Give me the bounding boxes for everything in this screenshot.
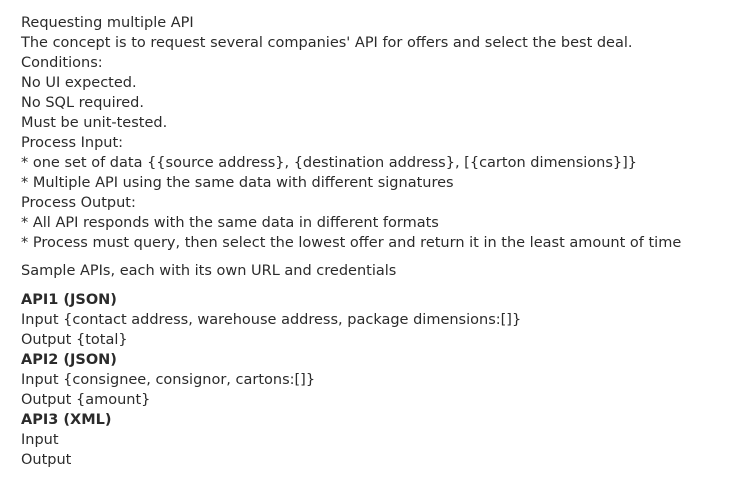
api-input: Input <box>21 432 59 448</box>
api-title: API1 (JSON) <box>21 292 117 308</box>
process-input-heading: Process Input: <box>21 135 124 151</box>
api-output: Output {total} <box>21 332 128 348</box>
api-title: API3 (XML) <box>21 412 112 428</box>
process-output-item: * Process must query, then select the lowest offer and return it in the least amount of time <box>21 235 682 251</box>
process-output-item: * All API responds with the same data in different formats <box>21 215 439 231</box>
condition-item: No SQL required. <box>21 95 144 111</box>
api-output: Output <box>21 452 72 468</box>
concept-text: The concept is to request several companies' API for offers and select the best deal. <box>21 35 633 51</box>
api-output: Output {amount} <box>21 392 151 408</box>
condition-item: No UI expected. <box>21 75 137 91</box>
conditions-heading: Conditions: <box>21 55 103 71</box>
api-title: API2 (JSON) <box>21 352 117 368</box>
process-input-item: * one set of data {{source address}, {destination address}, [{carton dimensions}]} <box>21 155 638 171</box>
process-output-heading: Process Output: <box>21 195 136 211</box>
sample-apis-heading: Sample APIs, each with its own URL and credentials <box>21 263 397 279</box>
api-input: Input {consignee, consignor, cartons:[]} <box>21 372 316 388</box>
document-title: Requesting multiple API <box>21 15 194 31</box>
process-input-item: * Multiple API using the same data with different signatures <box>21 175 454 191</box>
condition-item: Must be unit-tested. <box>21 115 168 131</box>
document-body <box>21 13 721 470</box>
api-input: Input {contact address, warehouse address, package dimensions:[]} <box>21 312 522 328</box>
